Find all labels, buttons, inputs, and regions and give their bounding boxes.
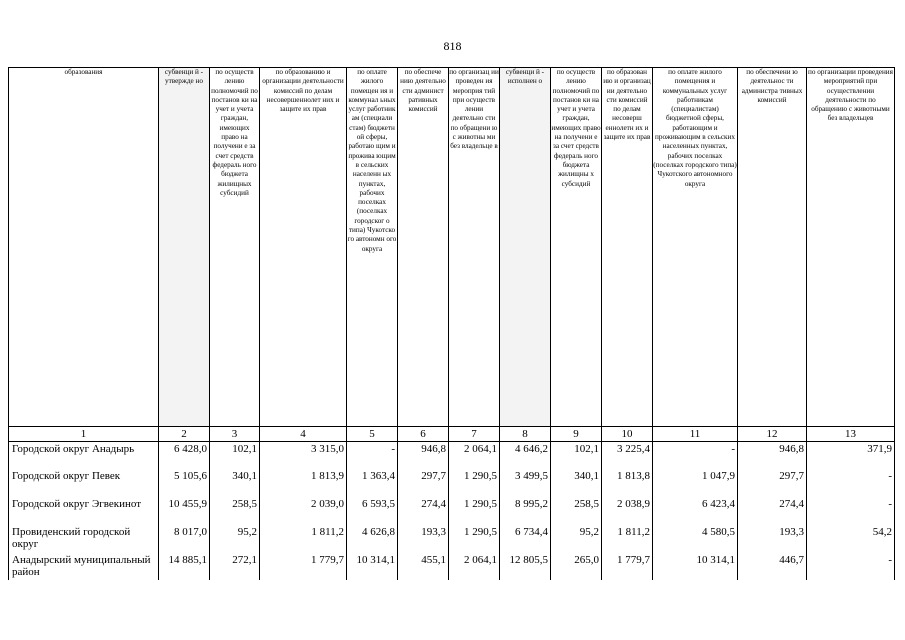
table-cell: 1 363,4 (347, 468, 398, 496)
column-number: 8 (500, 427, 551, 442)
table-cell: 4 580,5 (653, 524, 738, 552)
table-cell: 274,4 (738, 496, 807, 524)
table-cell: 8 995,2 (500, 496, 551, 524)
table-cell: 340,1 (551, 468, 602, 496)
table-cell: 1 290,5 (449, 524, 500, 552)
table-cell: 3 225,4 (602, 442, 653, 469)
subventions-table (8, 67, 895, 580)
table-cell: 8 017,0 (159, 524, 210, 552)
table-cell: 3 315,0 (260, 442, 347, 469)
table-cell: 946,8 (738, 442, 807, 469)
table-cell: 297,7 (738, 468, 807, 496)
col-header-11: по оплате жилого помещения и коммунальных услуг работникам (специалистам) бюджетной сферы, работающим и проживающим в сельских населенных пунктах, рабочих поселках (поселках городского типа) Чукотского автономного округа (653, 68, 738, 427)
column-number: 11 (653, 427, 738, 442)
table-cell: - (347, 442, 398, 469)
col-header-9: по осуществ лению полномочий по постанов ки на учет и учета граждан, имеющих право на получени е за счет средств федераль ного бюджета жилищны х субсидий (551, 68, 602, 427)
table-cell: 6 593,5 (347, 496, 398, 524)
table-cell: 2 064,1 (449, 442, 500, 469)
header-row (9, 68, 895, 427)
table-cell: 95,2 (551, 524, 602, 552)
table-cell: 193,3 (738, 524, 807, 552)
table-cell: 193,3 (398, 524, 449, 552)
table-cell: 95,2 (210, 524, 260, 552)
column-number: 2 (159, 427, 210, 442)
col-header-10: по образован ию и организац ии деятельно сти комиссий по делам несоверш еннолетн их и защите их прав (602, 68, 653, 427)
table-cell: 4 626,8 (347, 524, 398, 552)
table-cell: 446,7 (738, 552, 807, 580)
table-cell: 3 499,5 (500, 468, 551, 496)
table-cell: 14 885,1 (159, 552, 210, 580)
table-cell: 946,8 (398, 442, 449, 469)
table-cell: 6 423,4 (653, 496, 738, 524)
table-cell: 258,5 (551, 496, 602, 524)
table-cell: 274,4 (398, 496, 449, 524)
table-row (9, 524, 895, 552)
table-cell: 54,2 (807, 524, 895, 552)
col-header-1: образования (9, 68, 159, 427)
row-name: Городской округ Эгвекинот (9, 496, 159, 524)
table-cell: 1 813,8 (602, 468, 653, 496)
row-name: Городской округ Певек (9, 468, 159, 496)
table-cell: - (807, 468, 895, 496)
column-number: 7 (449, 427, 500, 442)
table-cell: 1 290,5 (449, 496, 500, 524)
table-cell: 297,7 (398, 468, 449, 496)
page-number: 818 (443, 39, 462, 53)
column-number: 9 (551, 427, 602, 442)
table-cell: 6 428,0 (159, 442, 210, 469)
table-cell: 5 105,6 (159, 468, 210, 496)
table-cell: 2 038,9 (602, 496, 653, 524)
table-cell: 102,1 (551, 442, 602, 469)
column-number: 1 (9, 427, 159, 442)
col-header-7: по организац ии проведен ия мероприя тий при осуществ лении деятельно сти по обращени ю с животны ми без владельце в (449, 68, 500, 427)
table-cell: 265,0 (551, 552, 602, 580)
table-cell: 102,1 (210, 442, 260, 469)
table-cell: 340,1 (210, 468, 260, 496)
table-cell: 6 734,4 (500, 524, 551, 552)
row-name: Провиденский городской округ (9, 524, 159, 552)
table-cell: 272,1 (210, 552, 260, 580)
table-cell: 1 290,5 (449, 468, 500, 496)
table-cell: 2 064,1 (449, 552, 500, 580)
column-number: 6 (398, 427, 449, 442)
table-cell: 10 314,1 (653, 552, 738, 580)
table-cell: 1 813,9 (260, 468, 347, 496)
table-row (9, 552, 895, 580)
col-header-12: по обеспечени ю деятельнос ти администра тивных комиссий (738, 68, 807, 427)
table-cell: 258,5 (210, 496, 260, 524)
column-number: 12 (738, 427, 807, 442)
table-cell: 455,1 (398, 552, 449, 580)
table-row (9, 442, 895, 469)
table-row (9, 468, 895, 496)
table-cell: 1 779,7 (602, 552, 653, 580)
column-number: 3 (210, 427, 260, 442)
table-cell: 2 039,0 (260, 496, 347, 524)
col-header-6: по обеспече нию деятельно сти админист ративных комиссий (398, 68, 449, 427)
table-cell: 12 805,5 (500, 552, 551, 580)
table-cell: 1 811,2 (260, 524, 347, 552)
col-header-8: субвенци й - исполнен о (500, 68, 551, 427)
col-header-2: субвенци й - утвержде но (159, 68, 210, 427)
col-header-3: по осуществ лению полномочий по постанов ки на учет и учета граждан, имеющих право на получени е за счет средств федераль ного бюджета жилищных субсидий (210, 68, 260, 427)
col-header-4: по образованию и организации деятельности комиссий по делам несовершеннолет них и защите их прав (260, 68, 347, 427)
column-number: 5 (347, 427, 398, 442)
table-cell: 1 047,9 (653, 468, 738, 496)
col-header-5: по оплате жилого помещен ия и коммунал ьных услуг работник ам (специали стам) бюджетн ой сферы, работаю щим и прожива ющим в сельских населенн ых пунктах, рабочих поселках (поселках городског о типа) Чукотско го автономн ого округа (347, 68, 398, 427)
table-cell: 10 455,9 (159, 496, 210, 524)
table-row (9, 496, 895, 524)
column-number-row (9, 427, 895, 442)
row-name: Городской округ Анадырь (9, 442, 159, 469)
table-cell: 4 646,2 (500, 442, 551, 469)
table-cell: 1 811,2 (602, 524, 653, 552)
table-cell: - (807, 496, 895, 524)
table-cell: 10 314,1 (347, 552, 398, 580)
column-number: 4 (260, 427, 347, 442)
table-cell: - (807, 552, 895, 580)
row-name: Анадырский муниципальный район (9, 552, 159, 580)
table-cell: - (653, 442, 738, 469)
table-cell: 1 779,7 (260, 552, 347, 580)
column-number: 10 (602, 427, 653, 442)
table-cell: 371,9 (807, 442, 895, 469)
column-number: 13 (807, 427, 895, 442)
col-header-13: по организации проведения мероприятий при осуществлении деятельности по обращению с животными без владельцев (807, 68, 895, 427)
